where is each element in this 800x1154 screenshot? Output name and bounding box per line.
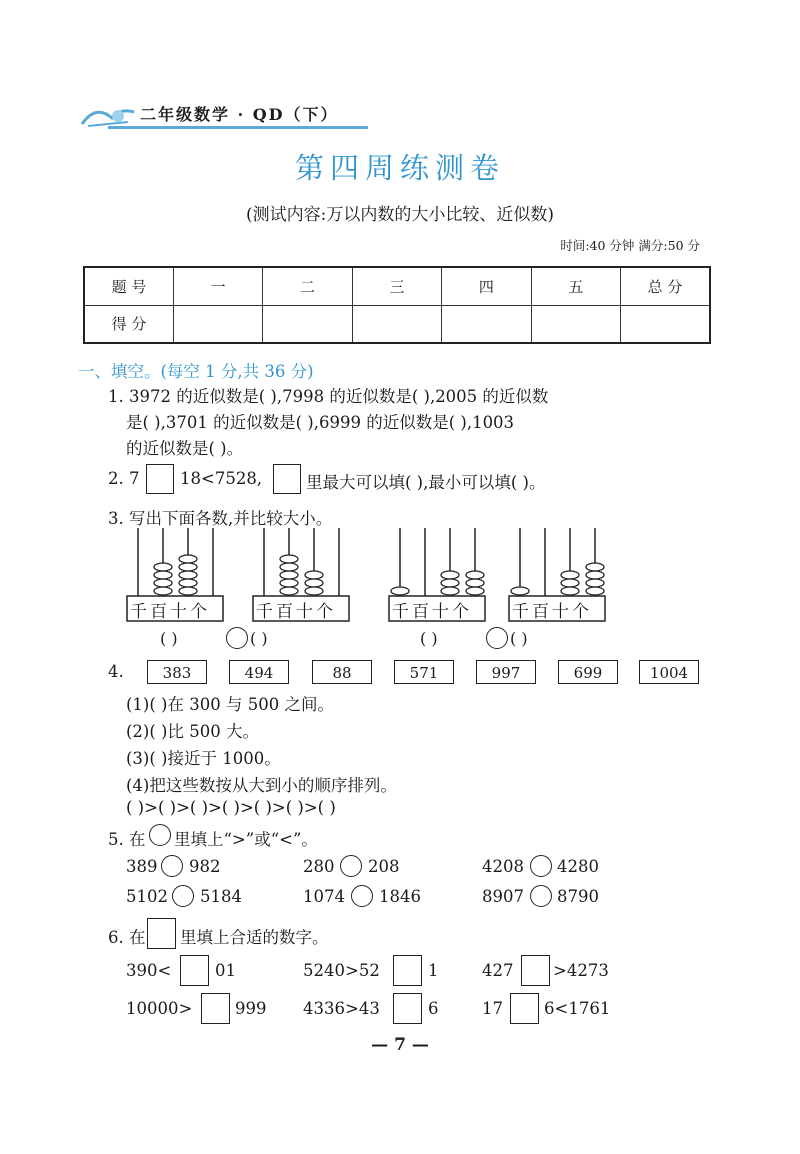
score-row-label: 得 分 bbox=[84, 305, 173, 343]
abacus-bead bbox=[305, 579, 323, 587]
q5-left: 5102 bbox=[126, 887, 168, 906]
q5-right: 8790 bbox=[557, 887, 599, 906]
abacus-bead bbox=[586, 563, 604, 571]
abacus-bead bbox=[561, 571, 579, 579]
score-cell[interactable] bbox=[352, 305, 441, 343]
q4-number-box: 1004 bbox=[639, 660, 699, 684]
q3-compare-circle-1[interactable] bbox=[226, 627, 248, 649]
q5-answer-circle[interactable] bbox=[351, 885, 373, 907]
time-info: 时间:40 分钟 满分:50 分 bbox=[560, 238, 700, 253]
abacus-bead bbox=[179, 587, 197, 595]
score-table bbox=[83, 266, 711, 344]
q6-left: 5240>52 bbox=[303, 961, 380, 980]
q5-answer-circle[interactable] bbox=[161, 855, 183, 877]
abacus-bead bbox=[441, 579, 459, 587]
abacus-4-label: 千百十个 bbox=[512, 602, 592, 622]
score-header-cell: 一 bbox=[173, 267, 262, 305]
q6-example-box bbox=[147, 918, 176, 949]
q5-right: 4280 bbox=[557, 857, 599, 876]
abacus-3-label: 千百十个 bbox=[392, 602, 472, 622]
abacus-bead bbox=[280, 587, 298, 595]
abacus-bead bbox=[179, 579, 197, 587]
q4-sub-2: (2)( )比 500 大。 bbox=[126, 722, 259, 741]
q4-number-box: 494 bbox=[229, 660, 289, 684]
q6-answer-box[interactable] bbox=[180, 955, 209, 986]
q6-left: 17 bbox=[482, 999, 503, 1018]
page-number: — 7 — bbox=[371, 1035, 429, 1055]
score-value-row bbox=[84, 305, 710, 343]
q3-compare-circle-2[interactable] bbox=[486, 627, 508, 649]
q5-left: 4208 bbox=[482, 857, 524, 876]
q4-number-box: 571 bbox=[394, 660, 454, 684]
q6-right: 6<1761 bbox=[544, 999, 611, 1018]
q5-left: 1074 bbox=[303, 887, 345, 906]
q6-answer-box[interactable] bbox=[510, 993, 539, 1024]
abacus-bead bbox=[441, 587, 459, 595]
banner-text: 二年级数学 · QD（下） bbox=[140, 105, 339, 124]
q5-answer-circle[interactable] bbox=[340, 855, 362, 877]
q6-answer-box[interactable] bbox=[393, 955, 422, 986]
abacus-bead bbox=[466, 571, 484, 579]
q6-right: 1 bbox=[428, 961, 439, 980]
q2-answer-box[interactable] bbox=[146, 464, 174, 494]
q4-number-box: 997 bbox=[476, 660, 536, 684]
q4-number-box: 88 bbox=[312, 660, 372, 684]
abacus-bead bbox=[466, 579, 484, 587]
q6-text-a: 6. 在 bbox=[108, 928, 146, 947]
q6-answer-box[interactable] bbox=[521, 955, 550, 986]
abacus-bead bbox=[154, 587, 172, 595]
abacus-bead bbox=[466, 587, 484, 595]
score-cell[interactable] bbox=[621, 305, 710, 343]
page-title: 第四周练测卷 bbox=[294, 151, 505, 185]
q5-answer-circle[interactable] bbox=[530, 885, 552, 907]
q6-left: 390< bbox=[126, 961, 172, 980]
q3-answer-4[interactable]: ( ) bbox=[510, 629, 528, 648]
q5-example-circle bbox=[149, 824, 171, 846]
abacus-bead bbox=[179, 571, 197, 579]
q5-answer-circle[interactable] bbox=[530, 855, 552, 877]
abacus-bead bbox=[586, 579, 604, 587]
q4-sub-1: (1)( )在 300 与 500 之间。 bbox=[126, 695, 334, 714]
header-banner bbox=[78, 98, 368, 132]
abacus-2-label: 千百十个 bbox=[256, 602, 336, 622]
q5-left: 8907 bbox=[482, 887, 524, 906]
score-cell[interactable] bbox=[531, 305, 620, 343]
q5-right: 1846 bbox=[379, 887, 421, 906]
abacus-bead bbox=[511, 587, 529, 595]
q6-right: 01 bbox=[215, 961, 236, 980]
score-header-row bbox=[84, 267, 710, 305]
q6-right: 6 bbox=[428, 999, 439, 1018]
abacus-bead bbox=[154, 579, 172, 587]
q4-sub-4: (4)把这些数按从大到小的顺序排列。 bbox=[126, 776, 397, 795]
q6-left: 10000> bbox=[126, 999, 193, 1018]
abacus-1-label: 千百十个 bbox=[130, 602, 210, 622]
q4-order-line: ( )>( )>( )>( )>( )>( )>( ) bbox=[126, 798, 336, 817]
q6-text-b: 里填上合适的数字。 bbox=[180, 928, 329, 947]
q4-number-box: 699 bbox=[558, 660, 618, 684]
score-header-cell: 总 分 bbox=[621, 267, 710, 305]
score-header-cell: 三 bbox=[352, 267, 441, 305]
q1-line-2: 是( ),3701 的近似数是( ),6999 的近似数是( ),1003 bbox=[126, 413, 515, 432]
q4-number-box: 383 bbox=[147, 660, 207, 684]
q4-label: 4. bbox=[108, 662, 124, 681]
section-heading: 一、填空。(每空 1 分,共 36 分) bbox=[78, 362, 314, 381]
q2-answer-box-ref bbox=[273, 464, 301, 494]
score-header-cell: 五 bbox=[531, 267, 620, 305]
score-cell[interactable] bbox=[173, 305, 262, 343]
q4-sub-3: (3)( )接近于 1000。 bbox=[126, 749, 281, 768]
abacus-bead bbox=[179, 563, 197, 571]
q5-text-a: 5. 在 bbox=[108, 830, 146, 849]
q6-left: 4336>43 bbox=[303, 999, 380, 1018]
q5-right: 5184 bbox=[200, 887, 242, 906]
q6-answer-box[interactable] bbox=[393, 993, 422, 1024]
q6-right: 999 bbox=[235, 999, 267, 1018]
abacus-bead bbox=[586, 587, 604, 595]
score-cell[interactable] bbox=[263, 305, 352, 343]
q5-right: 208 bbox=[368, 857, 400, 876]
score-header-cell: 题 号 bbox=[84, 267, 173, 305]
q6-left: 427 bbox=[482, 961, 514, 980]
abacus-bead bbox=[305, 587, 323, 595]
q5-answer-circle[interactable] bbox=[172, 885, 194, 907]
score-cell[interactable] bbox=[442, 305, 531, 343]
abacus-bead bbox=[561, 579, 579, 587]
abacus-bead bbox=[280, 579, 298, 587]
abacus-bead bbox=[280, 571, 298, 579]
q2-part-2: 18<7528, bbox=[180, 469, 263, 488]
q2-part-3: 里最大可以填( ),最小可以填( )。 bbox=[306, 473, 546, 492]
abacus-bead bbox=[154, 571, 172, 579]
abacus-bead bbox=[391, 587, 409, 595]
abacus-bead bbox=[305, 571, 323, 579]
page-subtitle: (测试内容:万以内数的大小比较、近似数) bbox=[246, 205, 554, 225]
q2-part-1: 2. 7 bbox=[108, 469, 140, 488]
abacus-bead bbox=[179, 555, 197, 563]
abacus-bead bbox=[441, 571, 459, 579]
q3-text: 3. 写出下面各数,并比较大小。 bbox=[108, 509, 333, 528]
score-header-cell: 四 bbox=[442, 267, 531, 305]
q1-line-3: 的近似数是( )。 bbox=[126, 439, 244, 458]
q3-answer-1[interactable]: ( ) bbox=[160, 629, 178, 648]
abacus-bead bbox=[280, 563, 298, 571]
abacus-bead bbox=[561, 587, 579, 595]
q5-text-b: 里填上“>”或“<”。 bbox=[174, 830, 318, 849]
q5-left: 280 bbox=[303, 857, 335, 876]
abacus-bead bbox=[586, 571, 604, 579]
abacus-bead bbox=[280, 555, 298, 563]
abacus-bead bbox=[154, 563, 172, 571]
q3-answer-3[interactable]: ( ) bbox=[420, 629, 438, 648]
q6-right: >4273 bbox=[553, 961, 609, 980]
score-header-cell: 二 bbox=[263, 267, 352, 305]
q1-line-1: 1. 3972 的近似数是( ),7998 的近似数是( ),2005 的近似数 bbox=[108, 387, 549, 406]
q3-answer-2[interactable]: ( ) bbox=[250, 629, 268, 648]
q5-left: 389 bbox=[126, 857, 158, 876]
q5-right: 982 bbox=[189, 857, 221, 876]
q6-answer-box[interactable] bbox=[201, 993, 230, 1024]
